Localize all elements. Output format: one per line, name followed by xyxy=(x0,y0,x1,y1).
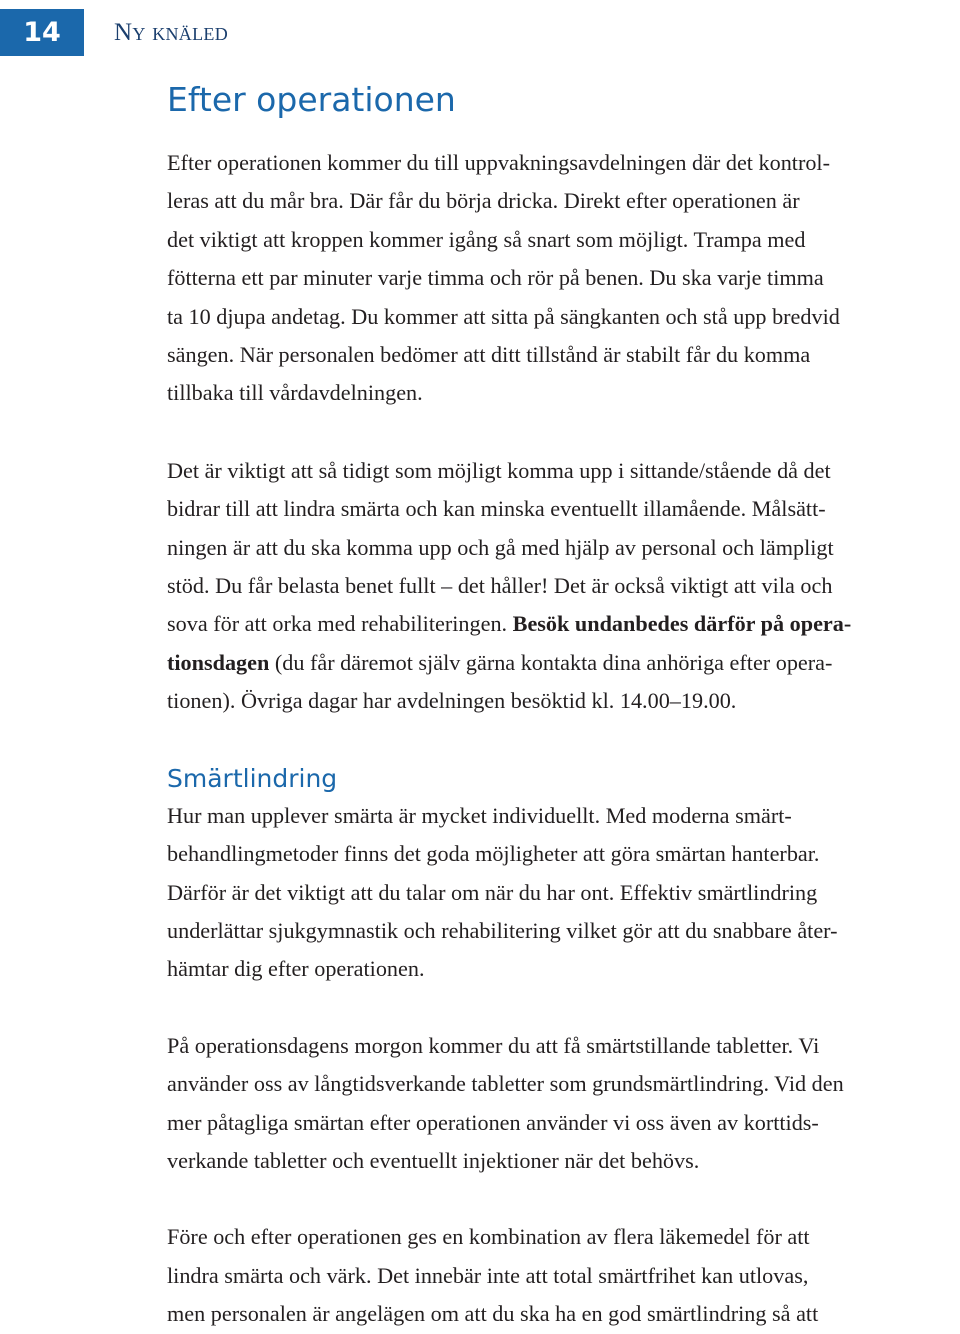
text-line xyxy=(167,644,957,682)
text-line: tionen). Övriga dagar har avdelningen besöktid kl. 14.00–19.00. xyxy=(167,688,737,714)
text-line: mer påtagliga smärtan efter operationen använder vi oss även av korttids- xyxy=(167,1109,819,1135)
text-line xyxy=(167,605,957,643)
visiting-notice-bold: Besök undanbedes därför på opera- xyxy=(512,611,852,637)
text-line: leras att du mår bra. Där får du börja dricka. Direkt efter operationen är xyxy=(167,188,800,214)
text-line: På operationsdagens morgon kommer du att få smärtstillande tabletter. Vi xyxy=(167,1032,820,1058)
text-line: behandlingmetoder finns det goda möjligheter att göra smärtan hanterbar. xyxy=(167,841,820,867)
text-line: underlättar sjukgymnastik och rehabilitering vilket gör att du snabbare åter- xyxy=(167,917,838,943)
plain-text: (du får däremot själv gärna kontakta dina anhöriga efter opera- xyxy=(269,649,833,675)
subsection-paragraph-1 xyxy=(167,797,957,989)
text-line: lindra smärta och värk. Det innebär inte att total smärtfrihet kan utlovas, xyxy=(167,1262,809,1288)
subsection-paragraph-2 xyxy=(167,1027,957,1181)
text-line: Därför är det viktigt att du talar om när du har ont. Effektiv smärtlindring xyxy=(167,879,818,905)
section-paragraph-1 xyxy=(167,144,957,413)
section-title: Efter operationen xyxy=(167,80,456,119)
text-line: tillbaka till vårdavdelningen. xyxy=(167,380,423,406)
text-line: fötterna ett par minuter varje timma och rör på benen. Du ska varje timma xyxy=(167,265,824,291)
text-line: det viktigt att kroppen kommer igång så snart som möjligt. Trampa med xyxy=(167,226,806,252)
text-line: stöd. Du får belasta benet fullt – det håller! Det är också viktigt att vila och xyxy=(167,573,833,599)
text-line: sängen. När personalen bedömer att ditt tillstånd är stabilt får du komma xyxy=(167,342,811,368)
text-line: verkande tabletter och eventuellt injektioner när det behövs. xyxy=(167,1147,700,1173)
plain-text: sova för att orka med rehabiliteringen. xyxy=(167,611,513,637)
text-line: använder oss av långtidsverkande tabletter som grundsmärtlindring. Vid den xyxy=(167,1071,844,1097)
text-line: Efter operationen kommer du till uppvakningsavdelningen där det kontrol- xyxy=(167,150,830,175)
text-line: ta 10 djupa andetag. Du kommer att sitta på sängkanten och stå upp bredvid xyxy=(167,303,840,329)
visiting-notice-bold: tionsdagen xyxy=(167,649,270,675)
subsection-paragraph-3 xyxy=(167,1218,957,1333)
text-line: men personalen är angelägen om att du ska ha en god smärtlindring så att xyxy=(167,1301,819,1327)
text-line: hämtar dig efter operationen. xyxy=(167,956,425,982)
section-paragraph-2 xyxy=(167,452,957,721)
text-line: Hur man upplever smärta är mycket individuellt. Med moderna smärt- xyxy=(167,802,792,828)
subsection-title: Smärtlindring xyxy=(167,763,338,793)
page-content xyxy=(167,78,957,1334)
text-line: Det är viktigt att så tidigt som möjligt komma upp i sittande/stående då det xyxy=(167,457,831,483)
running-title: Ny knäled xyxy=(114,19,228,46)
text-line: bidrar till att lindra smärta och kan minska eventuellt illamående. Målsätt- xyxy=(167,496,826,522)
page-header xyxy=(0,0,960,60)
page-number: 14 xyxy=(0,9,84,56)
text-line: ningen är att du ska komma upp och gå med hjälp av personal och lämpligt xyxy=(167,534,834,560)
text-line: Före och efter operationen ges en kombination av flera läkemedel för att xyxy=(167,1224,810,1250)
